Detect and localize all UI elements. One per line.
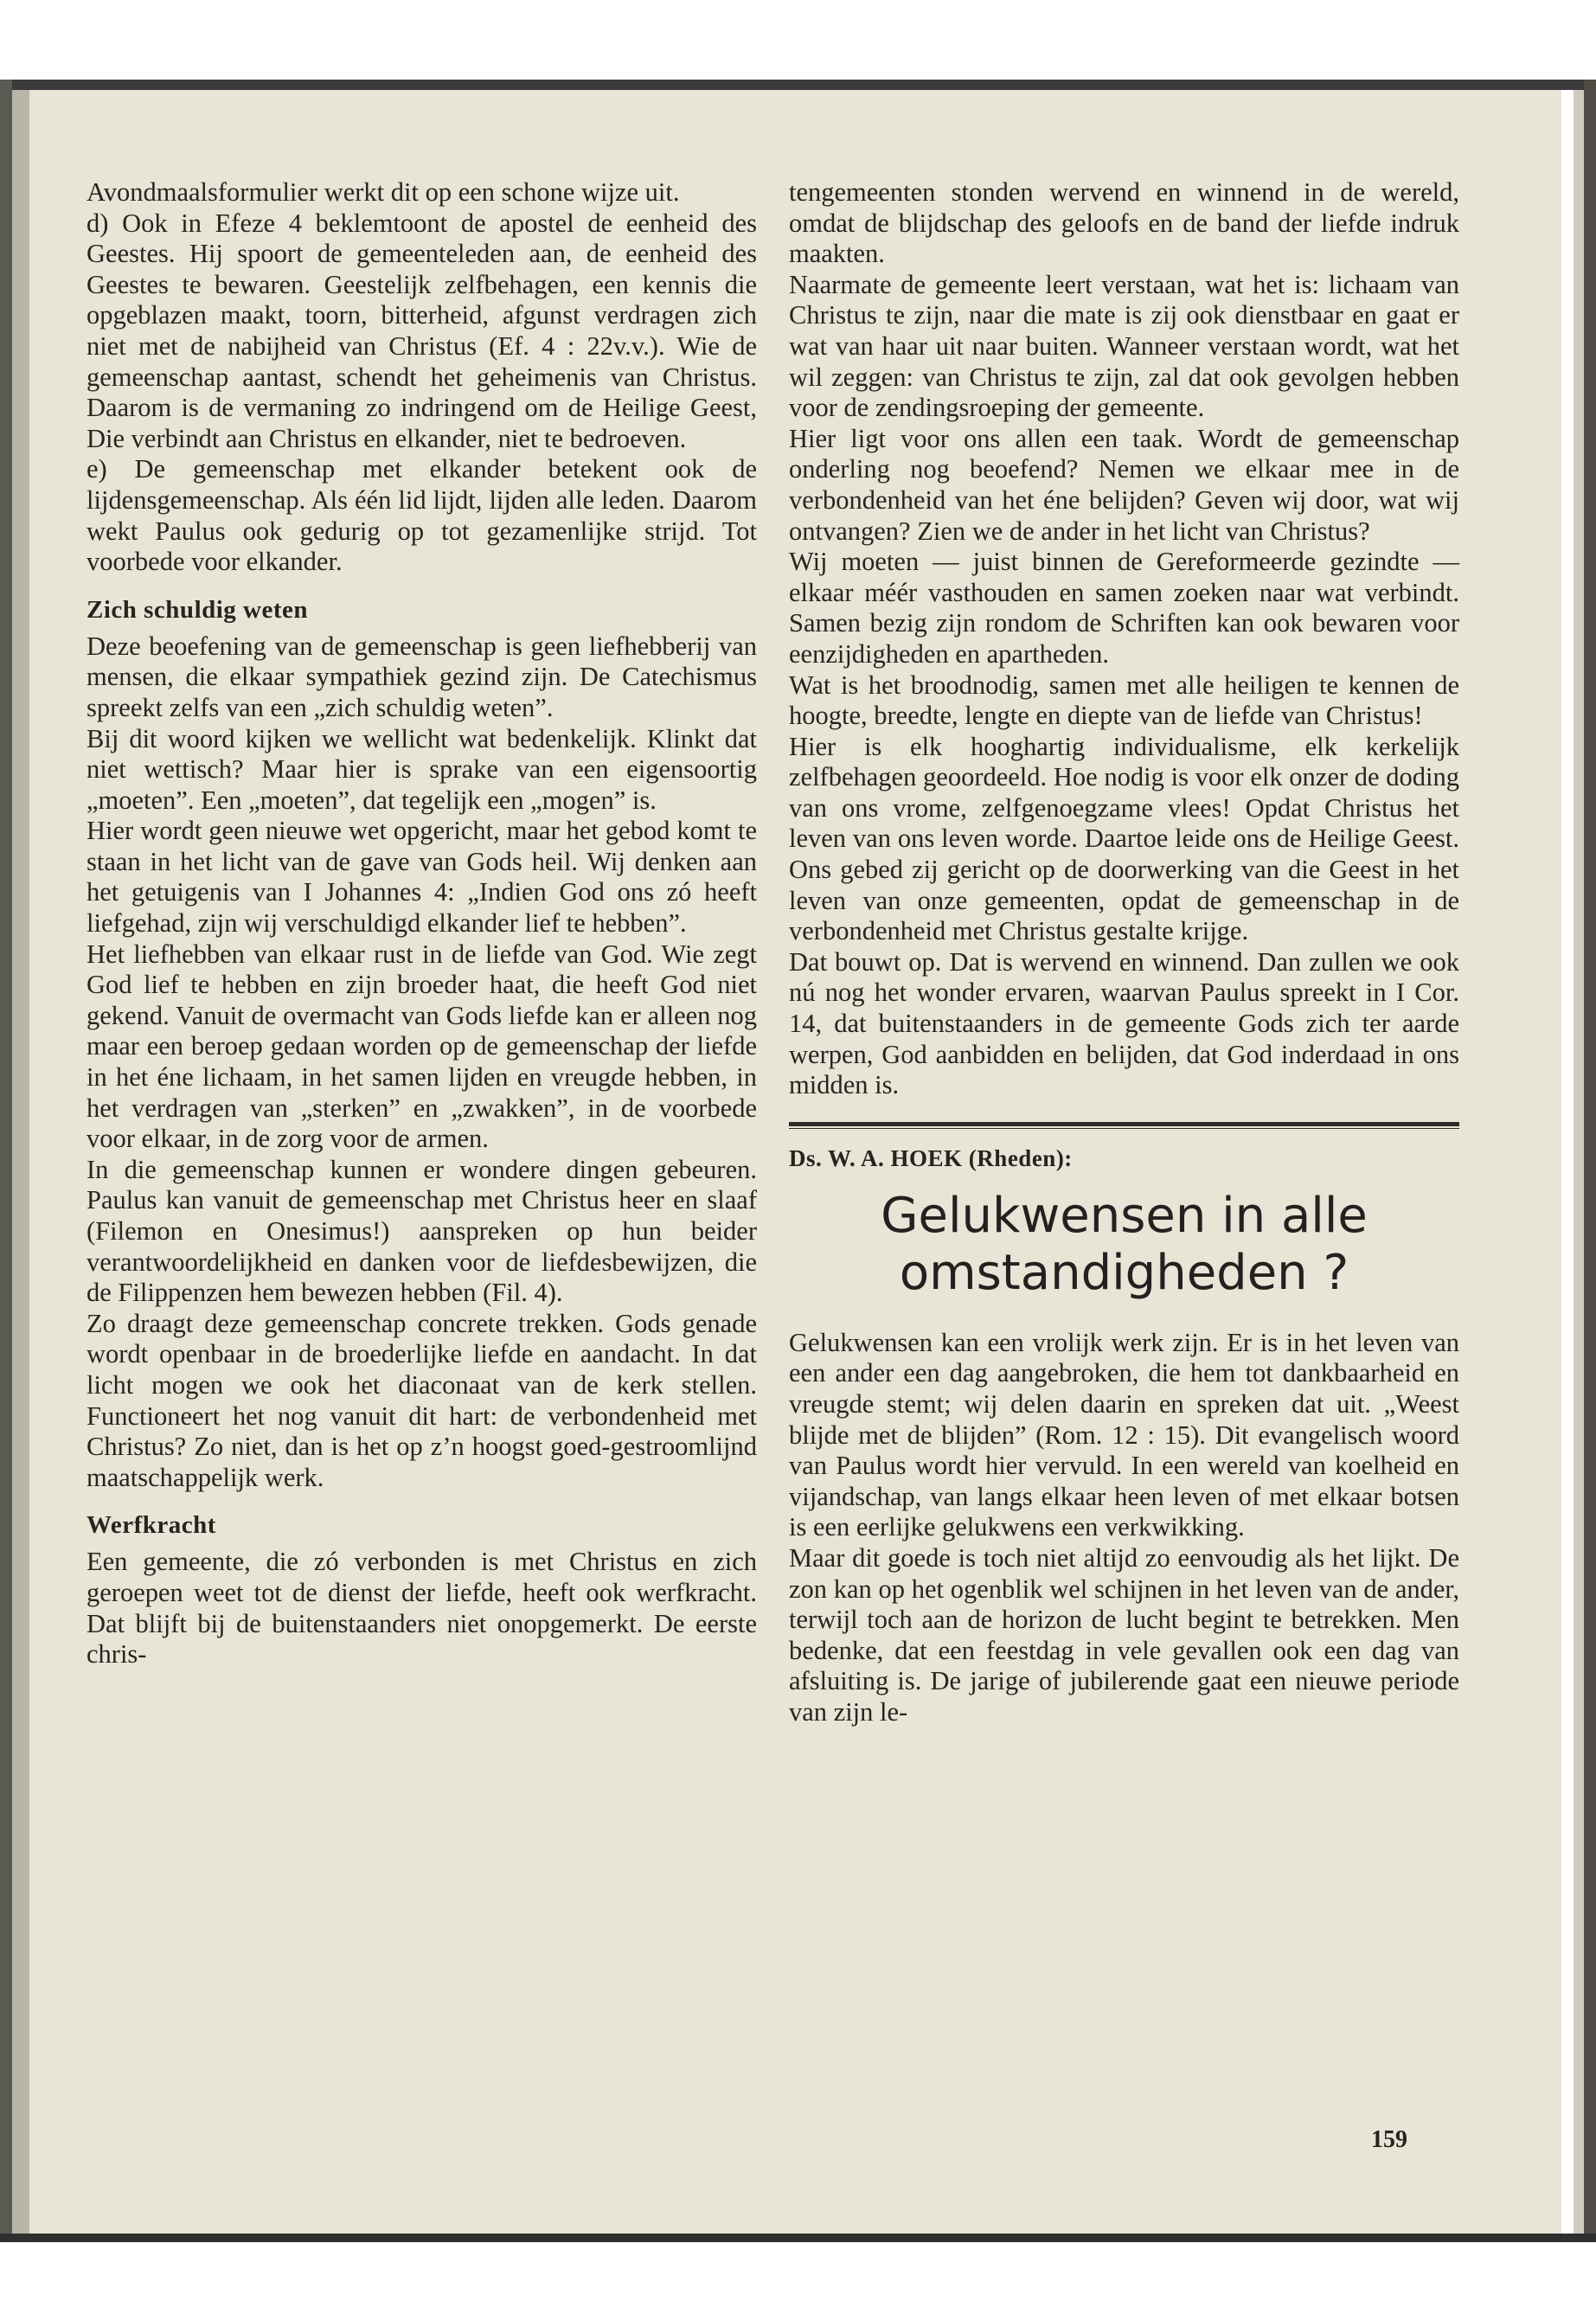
paragraph: Bij dit woord kijken we wellicht wat bedenkelijk. Klinkt dat niet wettisch? Maar hier is sprake van een eigensoortig „moeten”. Een „moeten”, dat tegelijk een „mogen” is. bbox=[87, 723, 757, 815]
article-divider-thin bbox=[789, 1128, 1459, 1129]
paragraph: Hier ligt voor ons allen een taak. Wordt de gemeenschap onderling nog beoefend? Nemen we elkaar mee in de verbondenheid van het éne belijden? Geven wij door, wat wij ontvangen? Zien we de ander in het licht van Christus? bbox=[789, 423, 1459, 546]
paragraph: Wat is het broodnodig, samen met alle heiligen te kennen de hoogte, breedte, lengte en diepte van de liefde van Christus! bbox=[789, 670, 1459, 731]
paragraph: d) Ook in Efeze 4 beklemtoont de apostel de eenheid des Geestes. Hij spoort de gemeenteleden aan, de eenheid des Geestes te bewaren. Geestelijk zelfbehagen, een kennis die opgeblazen maakt, toorn, bitterheid, afgunst verdragen zich niet met de nabijheid van Christus (Ef. 4 : 22v.v.). Wie de gemeenschap aantast, schendt het geheimenis van Christus. Daarom is de vermaning zo indringend om de Heilige Geest, Die verbindt aan Christus en elkander, niet te bedroeven. bbox=[87, 208, 757, 453]
paragraph: e) De gemeenschap met elkander betekent ook de lijdensgemeenschap. Als één lid lijdt, lijden alle leden. Daarom wekt Paulus ook gedurig op tot gezamenlijke strijd. Tot voorbede voor elkander. bbox=[87, 454, 757, 577]
author-byline: Ds. W. A. HOEK (Rheden): bbox=[789, 1144, 1073, 1171]
paragraph: Hier is elk hooghartig individualisme, elk kerkelijk zelfbehagen geoordeeld. Hoe nodig is voor elk onzer de doding van ons vrome, zelfgenoegzame vlees! Opdat Christus het leven van ons leven worde. Daartoe leide ons de Heilige Geest. Ons gebed zij gericht op de doorwerking van die Geest in het leven van onze gemeenten, opdat de gemeenschap in de verbondenheid met Christus gestalte krijge. bbox=[789, 731, 1459, 946]
article-headline: Gelukwensen in alle omstandigheden ? bbox=[881, 1187, 1368, 1301]
scan-border-right bbox=[1584, 80, 1596, 2242]
left-column bbox=[87, 177, 757, 1670]
paragraph: Avondmaalsformulier werkt dit op een schone wijze uit. bbox=[87, 177, 680, 207]
paragraph: Dat bouwt op. Dat is wervend en winnend. Dan zullen we ook nú nog het wonder ervaren, waarvan Paulus spreekt in I Cor. 14, dat buitenstaanders in de gemeente Gods zich ter aarde werpen, God aanbidden en belijden, dat God inderdaad in ons midden is. bbox=[789, 946, 1459, 1100]
scan-border-bottom bbox=[0, 2234, 1596, 2242]
article-divider bbox=[789, 1122, 1459, 1126]
scan-border-top bbox=[0, 80, 1596, 90]
paragraph: Naarmate de gemeente leert verstaan, wat het is: lichaam van Christus te zijn, naar die mate is zij ook dienstbaar en gaat er wat van haar uit naar buiten. Wanneer verstaan wordt, wat het wil zeggen: van Christus te zijn, zal dat ook gevolgen hebben voor de zendingsroeping der gemeente. bbox=[789, 269, 1459, 423]
paragraph: Wij moeten — juist binnen de Gereformeerde gezindte — elkaar méér vasthouden en samen zoeken naar wat verbindt. Samen bezig zijn rondom de Schriften kan ook bewaren voor eenzijdigheden en apartheden. bbox=[789, 547, 1459, 669]
paragraph: Het liefhebben van elkaar rust in de liefde van God. Wie zegt God lief te hebben en zijn broeder haat, die heeft God niet gekend. Vanuit de overmacht van Gods liefde kan er alleen nog maar een beroep gedaan worden op de gemeenschap der liefde in het éne lichaam, in het samen lijden en vreugde hebben, in het verdragen van „sterken” en „zwakken”, in de voorbede voor elkaar, in de zorg voor de armen. bbox=[87, 939, 757, 1154]
page-number: 159 bbox=[1371, 2126, 1407, 2153]
paragraph: Deze beoefening van de gemeenschap is geen liefhebberij van mensen, die elkaar sympathiek gezind zijn. De Catechismus spreekt zelfs van een „zich schuldig weten”. bbox=[87, 631, 757, 722]
paragraph: Maar dit goede is toch niet altijd zo eenvoudig als het lijkt. De zon kan op het ogenblik wel schijnen in het leven van de ander, terwijl toch aan de horizon de lucht begint te betrekken. Men bedenke, dat een feestdag in vele gevallen ook een dag van afsluiting is. De jarige of jubilerende gaat een nieuwe periode van zijn le- bbox=[789, 1542, 1459, 1727]
right-column bbox=[789, 177, 1459, 1728]
section-heading-zich-schuldig-weten: Zich schuldig weten bbox=[87, 595, 309, 624]
paragraph: Gelukwensen kan een vrolijk werk zijn. Er is in het leven van een ander een dag aangebroken, die hem tot dankbaarheid en vreugde stemt; wij delen daarin en spreken dat uit. „Weest blijde met de blijden” (Rom. 12 : 15). Dit evangelisch woord van Paulus wordt hier vervuld. In een wereld van koelheid en vijandschap, van langs elkaar heen leven of met elkaar botsen is een eerlijke gelukwens een verkwikking. bbox=[789, 1327, 1459, 1542]
paragraph: Hier wordt geen nieuwe wet opgericht, maar het gebod komt te staan in het licht van de gave van Gods heil. Wij denken aan het getuigenis van I Johannes 4: „Indien God ons zó heeft liefgehad, zijn wij verschuldigd elkander lief te hebben”. bbox=[87, 816, 757, 939]
page-gutter-left bbox=[12, 90, 29, 2240]
paragraph: In die gemeenschap kunnen er wondere dingen gebeuren. Paulus kan vanuit de gemeenschap met Christus heer en slaaf (Filemon en Onesimus!) aanspreken op hun beider verantwoordelijkheid en danken voor de liefdesbewijzen, die de Filippenzen hem bewezen hebben (Fil. 4). bbox=[87, 1154, 757, 1308]
page-gutter-right bbox=[1574, 90, 1584, 2240]
paragraph: Zo draagt deze gemeenschap concrete trekken. Gods genade wordt openbaar in de broederlijke liefde en aandacht. In dat licht mogen we ook het diaconaat van de kerk stellen. Functioneert het nog vanuit dit hart: de verbondenheid met Christus? Zo niet, dan is het op z’n hoogst goed-gestroomlijnd maatschappelijk werk. bbox=[87, 1308, 757, 1492]
paragraph: tengemeenten stonden wervend en winnend in de wereld, omdat de blijdschap des geloofs en de band der liefde indruk maakten. bbox=[789, 177, 1459, 269]
scan-border-left bbox=[0, 80, 12, 2242]
section-heading-werfkracht: Werfkracht bbox=[87, 1511, 216, 1540]
paragraph: Een gemeente, die zó verbonden is met Christus en zich geroepen weet tot de dienst der liefde, heeft ook werfkracht. Dat blijft bij de buitenstaanders niet onopgemerkt. De eerste chris- bbox=[87, 1547, 757, 1670]
